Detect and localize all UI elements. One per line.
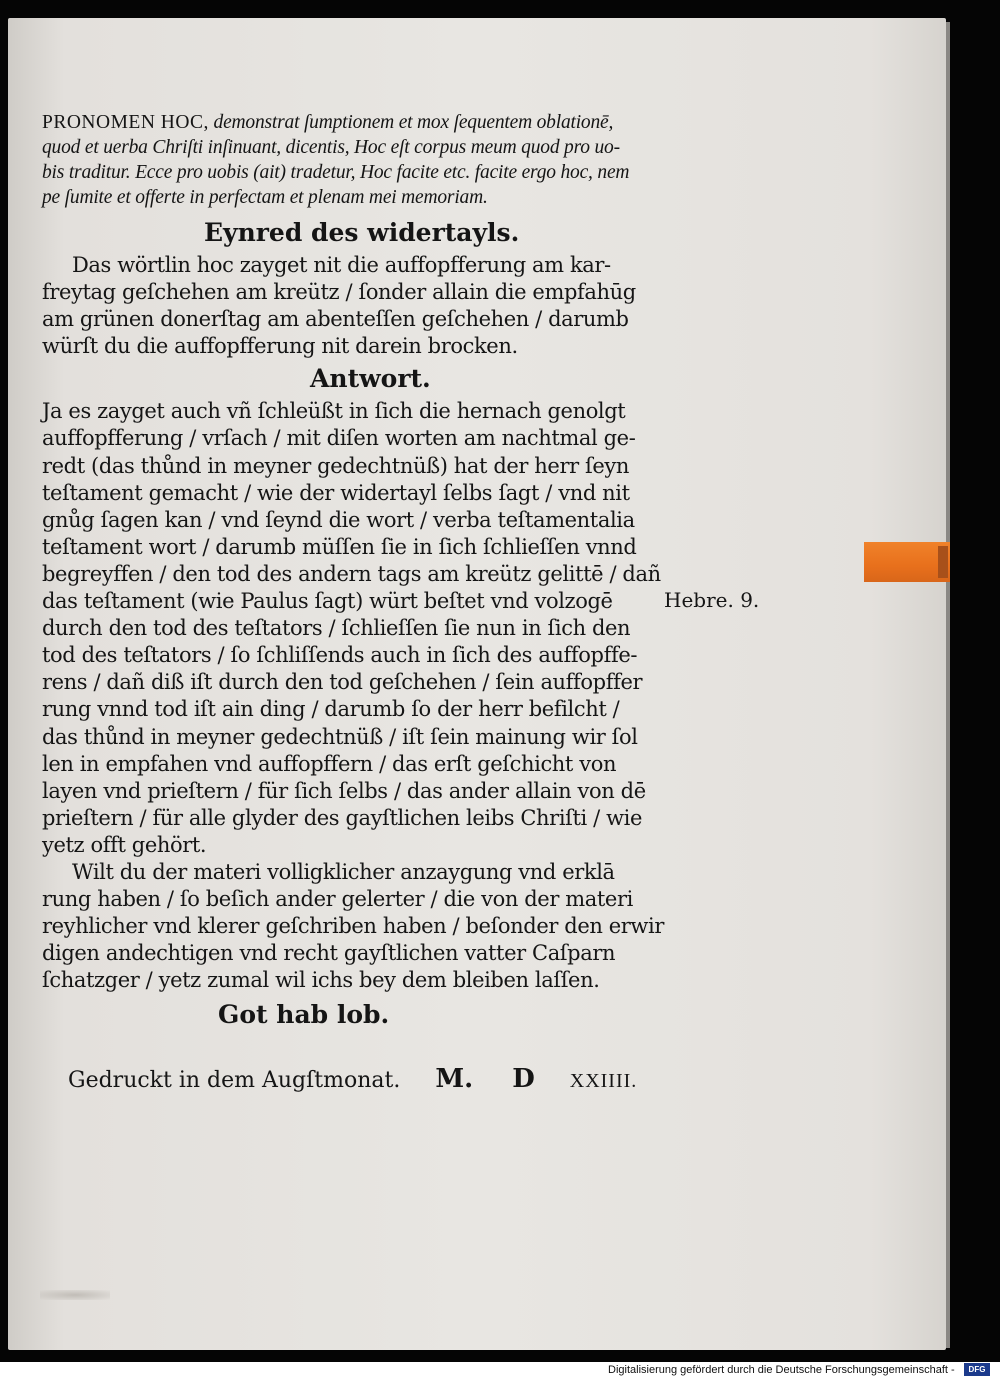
text-line: gnůg ſagen kan / vnd ſeynd die wort / verba teſtamentalia [42, 507, 635, 532]
text-line: Ja es zayget auch vñ ſchleüßt in ſich die hernach genolgt [42, 399, 626, 424]
text-line: Wilt du der materi volligklicher anzaygung vnd erklā [72, 859, 615, 884]
latin-line: bis traditur. Ecce pro uobis (ait) tradetur, Hoc facite etc. facite ergo hoc, nem [42, 162, 630, 183]
latin-passage [42, 110, 682, 210]
text-line: freytag geſchehen am kreütz / ſonder allain die empfahūg [42, 280, 636, 305]
paper-smudge [40, 1290, 110, 1300]
text-line: redt (das thůnd in meyner gedechtnüß) hat der herr ſeyn [42, 453, 630, 478]
text-line: teſtament gemacht / wie der widertayl ſelbs ſagt / vnd nit [42, 480, 630, 505]
text-line: würſt du die auffopfferung nit darein brocken. [42, 334, 518, 359]
page-edge [946, 22, 950, 1348]
closing-paragraph [42, 859, 682, 994]
text-line: digen andechtigen vnd recht gayſtlichen vatter Caſparn [42, 941, 616, 966]
text-line: auffopfferung / vrſach / mit diſen worten am nachtmal ge- [42, 426, 636, 451]
text-line: rung haben / ſo beſich ander gelerter / die von der materi [42, 887, 633, 912]
text-line: am grünen donerſtag am abenteſſen geſchehen / darumb [42, 307, 629, 332]
bookmark-tab-shadow [938, 546, 948, 578]
answer-paragraph [42, 398, 682, 859]
latin-line: pe ſumite et offerte in perfectam et plenam mei memoriam. [42, 187, 488, 208]
colophon-year-d: D [512, 1064, 535, 1094]
text-line: yetz offt gehört. [42, 832, 207, 857]
text-line: das thůnd in meyner gedechtnüß / iſt ſein mainung wir ſol [42, 724, 638, 749]
text-line: begreyffen / den tod des andern tags am kreütz gelittē / dañ [42, 561, 661, 586]
colophon-text: Gedruckt in dem Augſtmonat. [68, 1068, 401, 1093]
objection-paragraph [42, 252, 682, 360]
text-line: Das wörtlin hoc zayget nit die auffopfferung am kar- [72, 253, 611, 277]
text-line: rens / dañ diß iſt durch den tod geſchehen / ſein auffopffer [42, 670, 643, 695]
text-line: ſchatzger / yetz zumal wil ichs bey dem bleiben laſſen. [42, 968, 600, 993]
margin-note: Hebre. 9. [664, 588, 760, 612]
colophon-year-m: M. [435, 1064, 474, 1094]
latin-line: PRONOMEN HOC, demonstrat ſumptionem et mox ſequentem oblationē, [42, 112, 614, 133]
heading-objection: Eynred des widertayls. [204, 218, 520, 247]
colophon-year-numerals: XXIIII. [569, 1070, 638, 1092]
text-line: len in empfahen vnd auffopffern / das erſt geſchicht von [42, 751, 617, 776]
colophon [68, 1064, 637, 1094]
page-text [42, 110, 682, 1034]
heading-closing: Got hab lob. [218, 1000, 390, 1030]
text-line: rung vnnd tod iſt ain ding / darumb ſo der herr befilcht / [42, 697, 620, 722]
text-line: teſtament wort / darumb müſſen ſie in ſich ſchlieſſen vnnd [42, 534, 637, 559]
text-line: layen vnd prieſtern / für ſich ſelbs / das ander allain von dē [42, 778, 646, 803]
funding-credit: Digitalisierung gefördert durch die Deutsche Forschungsgemeinschaft - [608, 1364, 955, 1376]
heading-answer: Antwort. [310, 364, 431, 394]
text-line: prieſtern / für alle glyder des gayſtlichen leibs Chriſti / wie [42, 805, 643, 830]
text-line: tod des teſtators / ſo ſchliſſends auch in ſich des auffopffe- [42, 643, 638, 668]
text-line: durch den tod des teſtators / ſchlieſſen ſie nun in ſich den [42, 616, 631, 641]
text-line: das teſtament (wie Paulus ſagt) würt beſtet vnd volzogē [42, 589, 613, 614]
dfg-logo-icon: DFG [964, 1363, 990, 1376]
text-line: reyhlicher vnd klerer geſchriben haben / beſonder den erwir [42, 914, 664, 939]
latin-line: quod et uerba Chriſti inſinuant, dicentis, Hoc eſt corpus meum quod pro uo- [42, 137, 620, 158]
